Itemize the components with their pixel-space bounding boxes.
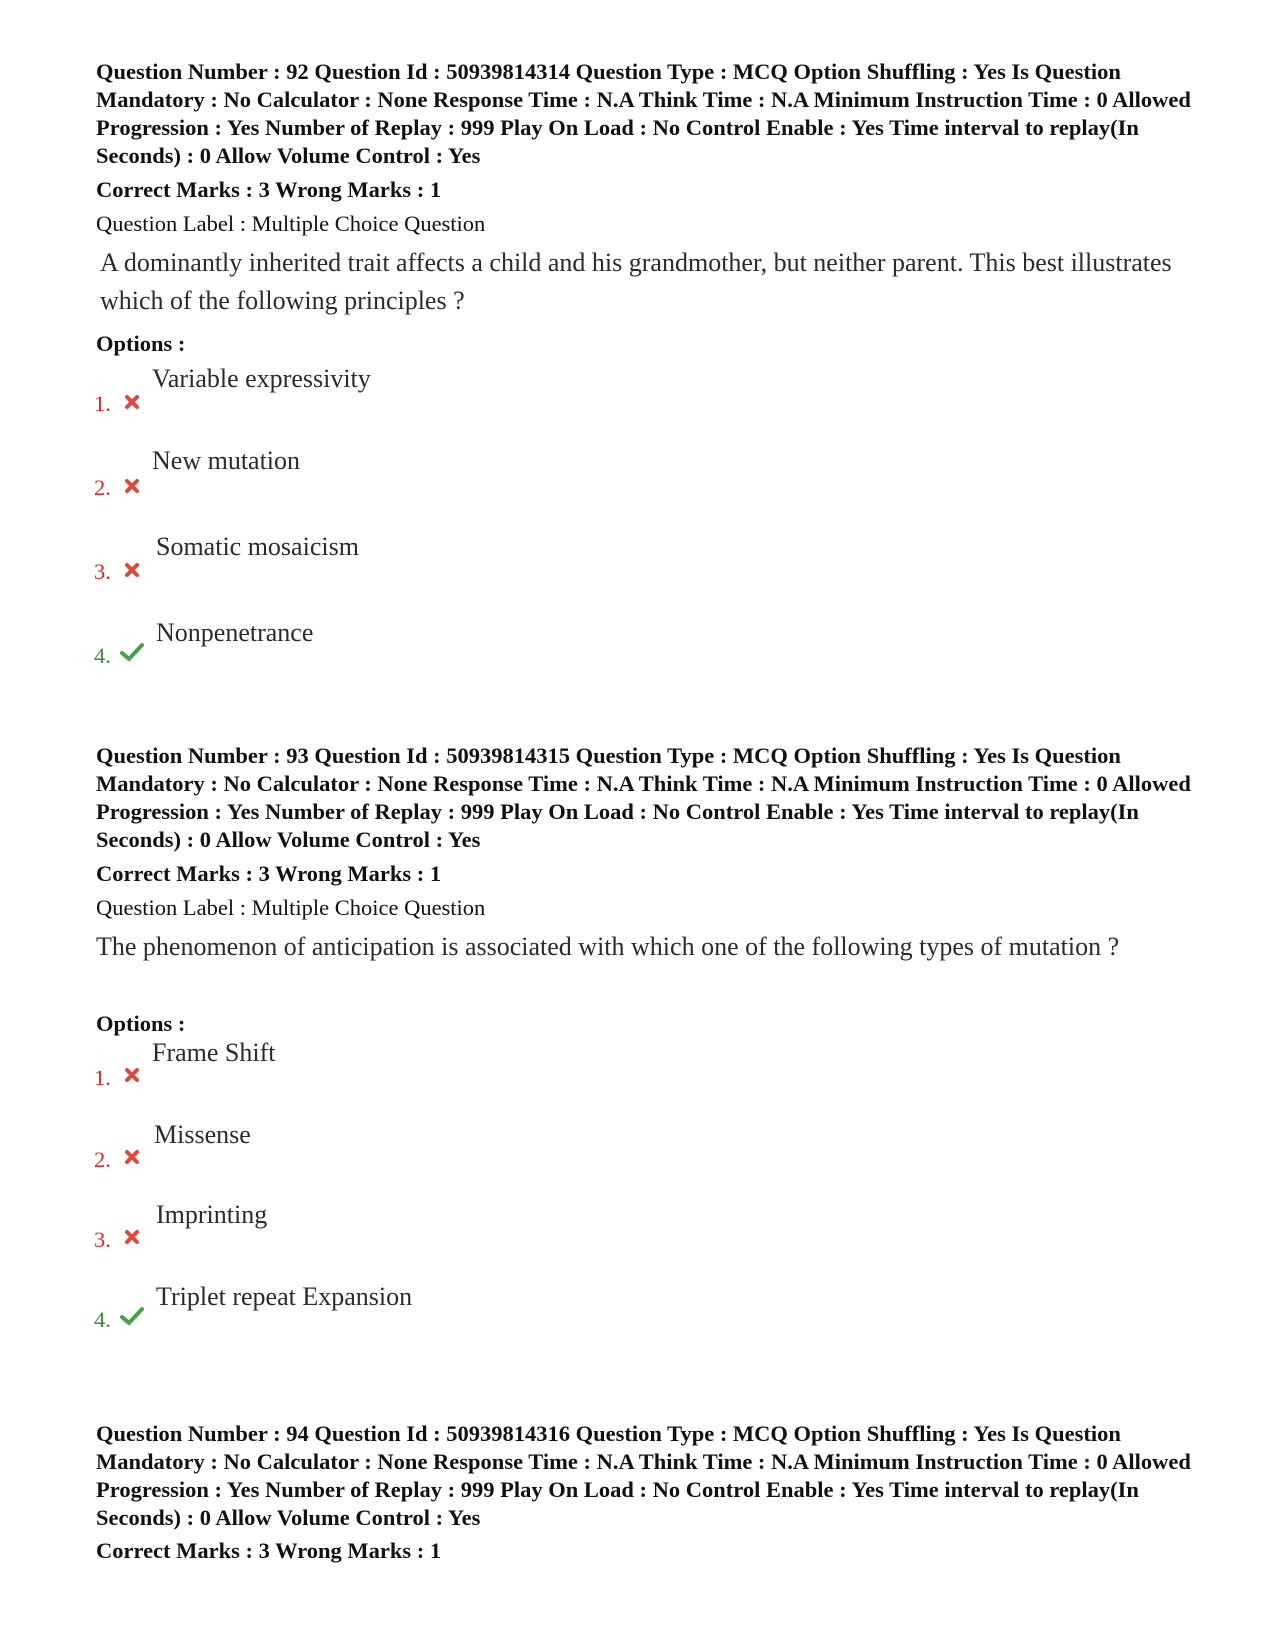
option-number: 3. — [94, 559, 111, 584]
question-meta: Question Number : 93 Question Id : 50939814315 Question Type : MCQ Option Shuffling : Yes Is Question Mandatory : No Calculator : None Response Time : N.A Think Time : N.A Minimum Instruction Time : 0 Allowed Progression : Yes Number of Replay : 999 Play On Load : No Control Enable : Yes Time interval to replay(In Seconds) : 0 Allow Volume Control : Yes — [96, 743, 1191, 852]
cross-icon — [123, 1066, 141, 1084]
cross-icon — [123, 393, 141, 411]
question-marks: Correct Marks : 3 Wrong Marks : 1 — [96, 177, 442, 202]
check-icon — [120, 642, 144, 662]
question-meta: Question Number : 94 Question Id : 50939814316 Question Type : MCQ Option Shuffling : Yes Is Question Mandatory : No Calculator : None Response Time : N.A Think Time : N.A Minimum Instruction Time : 0 Allowed Progression : Yes Number of Replay : 999 Play On Load : No Control Enable : Yes Time interval to replay(In Seconds) : 0 Allow Volume Control : Yes — [96, 1421, 1191, 1530]
option-number: 1. — [94, 391, 111, 416]
options-heading: Options : — [96, 331, 186, 356]
option-text: Somatic mosaicism — [156, 532, 359, 561]
option-text: Frame Shift — [152, 1038, 276, 1067]
option-text: Nonpenetrance — [156, 618, 314, 647]
option-number: 2. — [94, 475, 111, 500]
option-number: 1. — [94, 1065, 111, 1090]
question-meta: Question Number : 92 Question Id : 50939814314 Question Type : MCQ Option Shuffling : Yes Is Question Mandatory : No Calculator : None Response Time : N.A Think Time : N.A Minimum Instruction Time : 0 Allowed Progression : Yes Number of Replay : 999 Play On Load : No Control Enable : Yes Time interval to replay(In Seconds) : 0 Allow Volume Control : Yes — [96, 59, 1191, 168]
cross-icon — [123, 1228, 141, 1246]
option-text: New mutation — [152, 446, 301, 475]
option-text: Imprinting — [156, 1200, 268, 1229]
option-number: 4. — [94, 1307, 111, 1332]
option-number: 2. — [94, 1147, 111, 1172]
cross-icon — [123, 477, 141, 495]
question-marks: Correct Marks : 3 Wrong Marks : 1 — [96, 861, 442, 886]
option-text: Triplet repeat Expansion — [156, 1282, 413, 1311]
option-number: 3. — [94, 1227, 111, 1252]
question-label: Question Label : Multiple Choice Question — [96, 895, 486, 920]
question-label: Question Label : Multiple Choice Question — [96, 211, 486, 236]
question-text: The phenomenon of anticipation is associated with which one of the following types of mutation ? — [96, 932, 1120, 961]
option-text: Variable expressivity — [152, 364, 371, 393]
question-text: A dominantly inherited trait affects a child and his grandmother, but neither parent. This best illustrates which of the following principles ? — [100, 248, 1172, 315]
option-number: 4. — [94, 643, 111, 668]
option-text: Missense — [154, 1120, 251, 1149]
cross-icon — [123, 561, 141, 579]
check-icon — [120, 1306, 144, 1326]
options-heading: Options : — [96, 1011, 186, 1036]
question-marks: Correct Marks : 3 Wrong Marks : 1 — [96, 1538, 442, 1563]
cross-icon — [123, 1148, 141, 1166]
